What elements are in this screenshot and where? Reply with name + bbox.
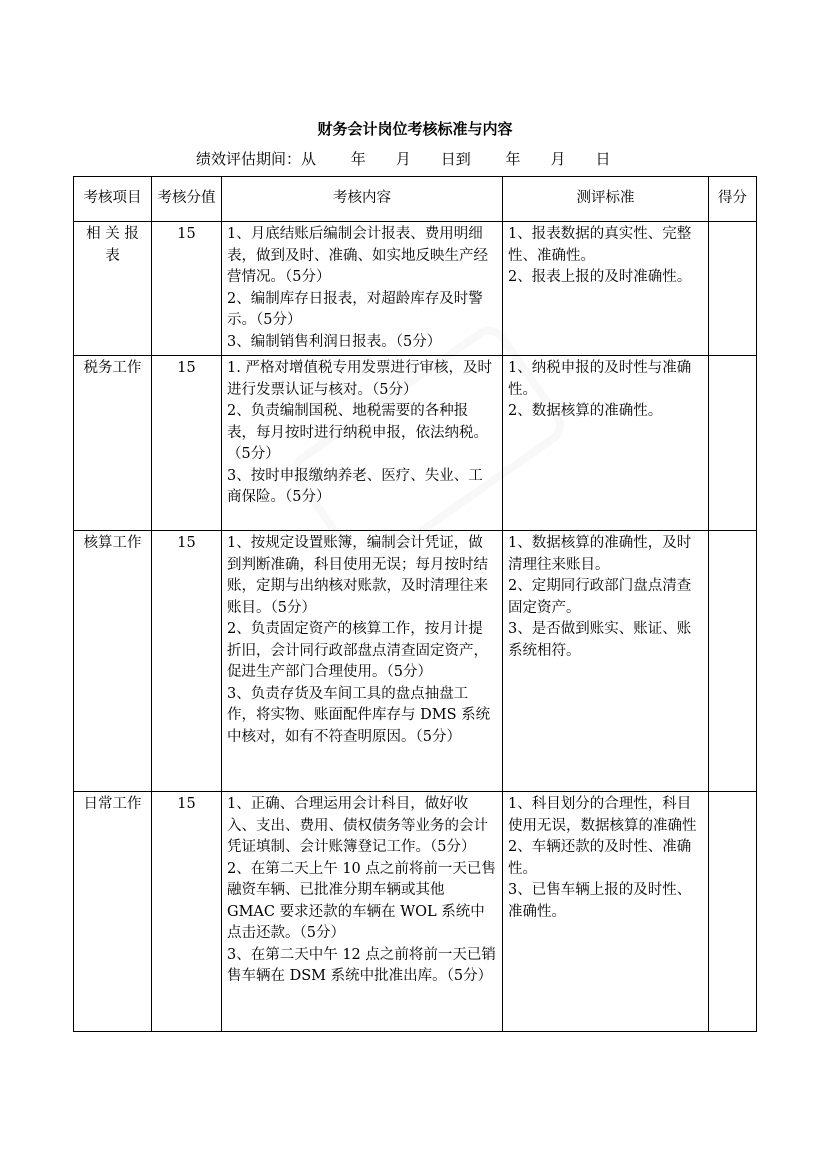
content-line: 1、月底结账后编制会计报表、费用明细表，做到及时、准确、如实地反映生产经营情况。（5分） xyxy=(227,226,488,285)
page-title: 财务会计岗位考核标准与内容 xyxy=(317,120,513,138)
header-standard: 测评标准 xyxy=(503,177,709,222)
header-item: 考核项目 xyxy=(74,177,152,222)
content-line: 3、按时申报缴纳养老、医疗、失业、工商保险。（5分） xyxy=(227,467,483,505)
content-line: 1、按规定设置账簿，编制会计凭证，做到判断准确，科目使用无误；每月按时结账，定期与出纳核对账款，及时清理往来账目。（5分） xyxy=(227,535,488,616)
standard-line: 1、数据核算的准确性，及时清理往来账目。 xyxy=(508,535,692,573)
evaluation-period: 绩效评估期间：从 年 月 日到 年 月 日 xyxy=(196,150,611,168)
content-line: 2、负责编制国税、地税需要的各种报表，每月按时进行纳税申报，依法纳税。（5分） xyxy=(227,403,488,462)
table-row xyxy=(74,531,757,792)
table-row xyxy=(74,356,757,531)
standard-line: 2、车辆还款的及时性、准确性。 xyxy=(508,839,692,877)
header-score: 考核分值 xyxy=(152,177,222,222)
row-content xyxy=(222,531,503,792)
standard-line: 3、是否做到账实、账证、账系统相符。 xyxy=(508,621,692,659)
standard-line: 1、报表数据的真实性、完整性、准确性。 xyxy=(508,226,692,264)
row-item: 税务工作 xyxy=(74,356,152,531)
row-standard xyxy=(503,356,709,531)
row-score: 15 xyxy=(152,222,222,356)
assessment-table xyxy=(73,176,757,1032)
table-row xyxy=(74,222,757,356)
content-line: 1、正确、合理运用会计科目，做好收入、支出、费用、债权债务等业务的会计凭证填制、会计账簿登记工作。（5分） xyxy=(227,796,488,855)
row-points-cell[interactable] xyxy=(709,792,757,1032)
header-points: 得分 xyxy=(709,177,757,222)
content-line: 3、在第二天中午 12 点之前将前一天已销售车辆在 DSM 系统中批准出库。（5分） xyxy=(227,946,496,984)
content-line: 3、负责存货及车间工具的盘点抽盘工作，将实物、账面配件库存与 DMS 系统中核对，如有不符查明原因。（5分） xyxy=(227,685,491,745)
row-content xyxy=(222,222,503,356)
row-content xyxy=(222,792,503,1032)
row-score: 15 xyxy=(152,792,222,1032)
row-standard xyxy=(503,792,709,1032)
content-line: 2、编制库存日报表，对超龄库存及时警示。（5分） xyxy=(227,290,483,328)
standard-line: 3、已售车辆上报的及时性、准确性。 xyxy=(508,882,692,920)
content-line: 2、负责固定资产的核算工作，按月计提折旧，会计同行政部盘点清查固定资产，促进生产部门合理使用。（5分） xyxy=(227,621,488,680)
header-content: 考核内容 xyxy=(222,177,503,222)
row-item: 相 关 报表 xyxy=(74,222,152,356)
row-content xyxy=(222,356,503,531)
standard-line: 2、报表上报的及时准确性。 xyxy=(508,269,692,285)
standard-line: 1、科目划分的合理性，科目使用无误，数据核算的准确性 xyxy=(508,796,697,834)
row-score: 15 xyxy=(152,531,222,792)
standard-line: 2、定期同行政部门盘点清查固定资产。 xyxy=(508,578,692,616)
content-line: 3、编制销售利润日报表。（5分） xyxy=(227,333,442,350)
table-row xyxy=(74,792,757,1032)
row-points-cell[interactable] xyxy=(709,531,757,792)
row-points-cell[interactable] xyxy=(709,222,757,356)
row-item: 日常工作 xyxy=(74,792,152,1032)
row-score: 15 xyxy=(152,356,222,531)
row-standard xyxy=(503,222,709,356)
content-line: 1. 严格对增值税专用发票进行审核，及时进行发票认证与核对。（5分） xyxy=(227,360,492,398)
standard-line: 1、纳税申报的及时性与准确性。 xyxy=(508,360,692,398)
standard-line: 2、数据核算的准确性。 xyxy=(508,403,663,419)
header-row xyxy=(74,177,757,222)
row-standard xyxy=(503,531,709,792)
row-points-cell[interactable] xyxy=(709,356,757,531)
row-item: 核算工作 xyxy=(74,531,152,792)
content-line: 2、在第二天上午 10 点之前将前一天已售融资车辆、已批准分期车辆或其他 GMAC 要求还款的车辆在 WOL 系统中点击还款。（5分） xyxy=(227,860,496,941)
